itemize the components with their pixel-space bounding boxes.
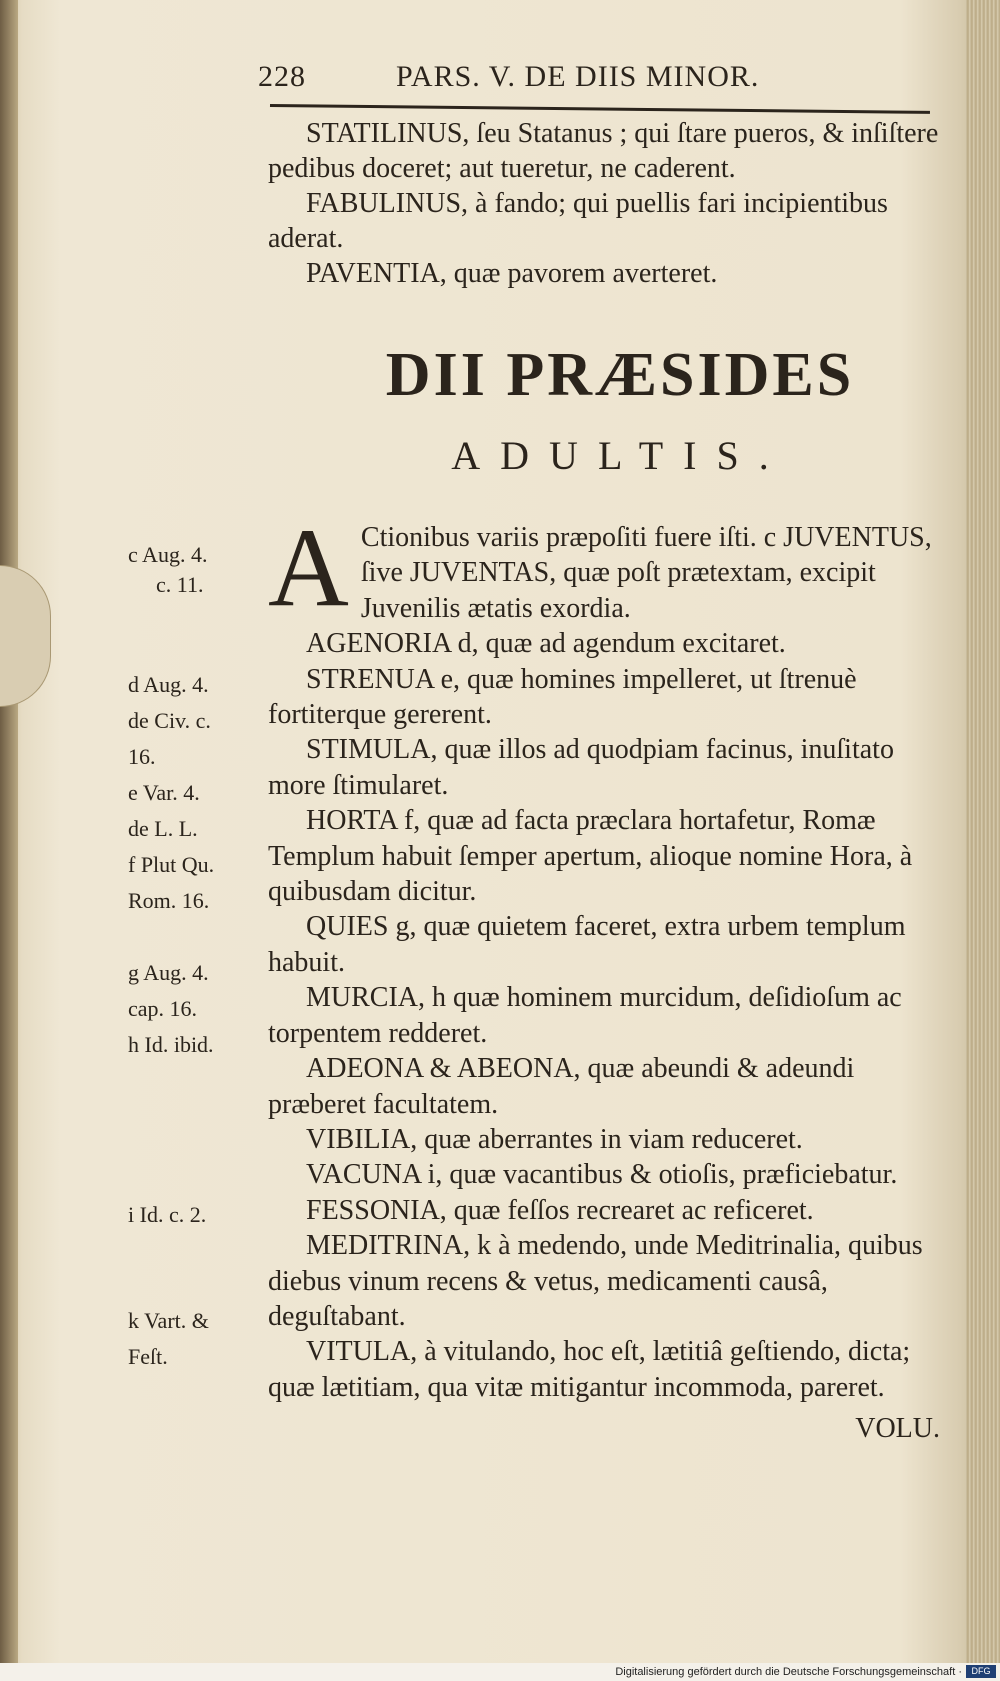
paragraph-meditrina: MEDITRINA, k à medendo, unde Meditrinalia, quibus diebus vinum recens & vetus, medicamenti causâ, deguſtabant.	[268, 1230, 923, 1332]
dfg-logo: DFG	[966, 1665, 996, 1678]
margin-note: e Var. 4.	[128, 780, 200, 805]
page-number: 228	[258, 60, 306, 93]
margin-note: d Aug. 4.	[128, 672, 209, 697]
paragraph-agenoria: AGENORIA d, quæ ad agendum excitaret.	[306, 628, 786, 660]
paragraph-fessonia: FESSONIA, quæ feſſos recrearet ac reficeret.	[306, 1194, 814, 1226]
page-edges	[966, 0, 1000, 1681]
margin-note: h Id. ibid.	[128, 1032, 214, 1057]
margin-note: k Vart. &	[128, 1308, 209, 1333]
section-heading: DII PRÆSIDES	[385, 341, 855, 409]
margin-note: i Id. c. 2.	[128, 1202, 207, 1227]
margin-note: Rom. 16.	[128, 888, 210, 913]
drop-cap: A	[268, 506, 349, 630]
margin-note: c. 11.	[156, 572, 204, 597]
paragraph-adeona: ADEONA & ABEONA, quæ abeundi & adeundi præberet facultatem.	[268, 1053, 855, 1120]
main-text	[268, 506, 940, 1447]
paragraph-strenua: STRENUA e, quæ homines impelleret, ut ſtrenuè fortiterque gererent.	[268, 663, 857, 731]
margin-note: c Aug. 4.	[128, 542, 208, 567]
paragraph-fabulinus: FABULINUS, à fando; qui puellis fari incipientibus aderat.	[268, 188, 888, 254]
margin-note: f Plut Qu.	[128, 852, 215, 877]
paragraph-paventia: PAVENTIA, quæ pavorem averteret.	[306, 258, 718, 289]
margin-note: g Aug. 4.	[128, 960, 209, 985]
paragraph-horta: HORTA f, quæ ad facta præclara hortafetur, Romæ Templum habuit ſemper apertum, alioque nomine Hora, à quibusdam dicitur.	[268, 805, 913, 908]
paragraph-quies: QUIES g, quæ quietem faceret, extra urbem templum habuit.	[268, 911, 906, 978]
page-header	[258, 60, 918, 104]
section-subheading: ADULTIS.	[451, 433, 789, 478]
paragraph-stimula: STIMULA, quæ illos ad quodpiam facinus, inuſitato more ſtimularet.	[268, 734, 894, 801]
first-paragraph-text: Ctionibus variis præpoſiti fuere iſti. c JUVENTUS, ſive JUVENTAS, quæ poſt prætextam, excipit Juvenilis ætatis exordia.	[360, 522, 932, 624]
footer-bar	[0, 1663, 1000, 1681]
margin-note: Feſt.	[128, 1344, 168, 1369]
margin-note: de Civ. c.	[128, 708, 211, 733]
binding-edge	[0, 0, 18, 1681]
first-paragraph	[268, 506, 940, 630]
footer-credit: Digitalisierung gefördert durch die Deutsche Forschungsgemeinschaft ·	[615, 1666, 962, 1678]
margin-note: 16.	[128, 744, 156, 769]
margin-note: de L. L.	[128, 816, 198, 841]
paragraph-statilinus: STATILINUS, ſeu Statanus ; qui ſtare pueros, & inſiſtere pedibus doceret; aut tueretur, ne caderent.	[268, 118, 939, 184]
paragraph-vacuna: VACUNA i, quæ vacantibus & otioſis, præficiebatur.	[306, 1159, 898, 1191]
header-rule	[270, 104, 930, 114]
margin-note: cap. 16.	[128, 996, 198, 1021]
page-tab	[0, 565, 51, 707]
paragraph-vitula: VITULA, à vitulando, hoc eſt, lætitiâ geſtiendo, dicta; quæ lætitiam, qua vitæ mitigantur incommoda, pareret.	[268, 1336, 911, 1403]
top-paragraphs	[268, 116, 940, 291]
paragraph-vibilia: VIBILIA, quæ aberrantes in viam reduceret.	[306, 1123, 803, 1155]
paragraph-murcia: MURCIA, h quæ hominem murcidum, deſidioſum ac torpentem redderet.	[268, 982, 902, 1049]
running-title: PARS. V. DE DIIS MINOR.	[396, 60, 760, 93]
catchword: VOLU.	[855, 1413, 940, 1445]
